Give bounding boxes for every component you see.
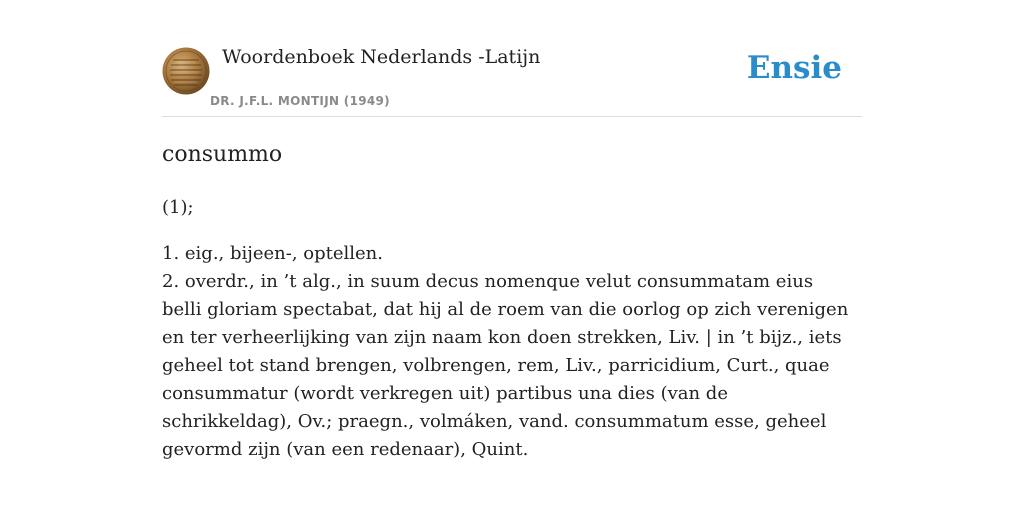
entry-sense-2: 2. overdr., in ’t alg., in suum decus nomenque velut consummatam eius belli gloriam spectabat, dat hij al de roem van die oorlog op zich verenigen en ter verheerlijking van zijn naam kon doen strekken, Liv. | in ’t bijz., iets geheel tot stand brengen, volbrengen, rem, Liv., parricidium, Curt., quae consummatur (wordt verkregen uit) partibus una dies (van de schrikkeldag), Ov.; praegn., volmáken, vand. consummatum esse, geheel gevormd zijn (van een redenaar), Quint. xyxy=(162,271,849,460)
dictionary-author: DR. J.F.L. MONTIJN (1949) xyxy=(210,94,390,108)
dictionary-entry xyxy=(162,140,852,464)
dictionary-title: Woordenboek Nederlands -Latijn xyxy=(222,46,541,68)
dictionary-header xyxy=(162,44,862,117)
entry-headword: consummo xyxy=(162,142,283,167)
entry-sense-1: 1. eig., bijeen-, optellen. xyxy=(162,243,384,264)
entry-definition xyxy=(162,240,852,464)
ensie-logo-link[interactable]: Ensie xyxy=(746,50,842,86)
coin-icon xyxy=(162,47,210,95)
entry-grammar: (1); xyxy=(162,197,194,218)
